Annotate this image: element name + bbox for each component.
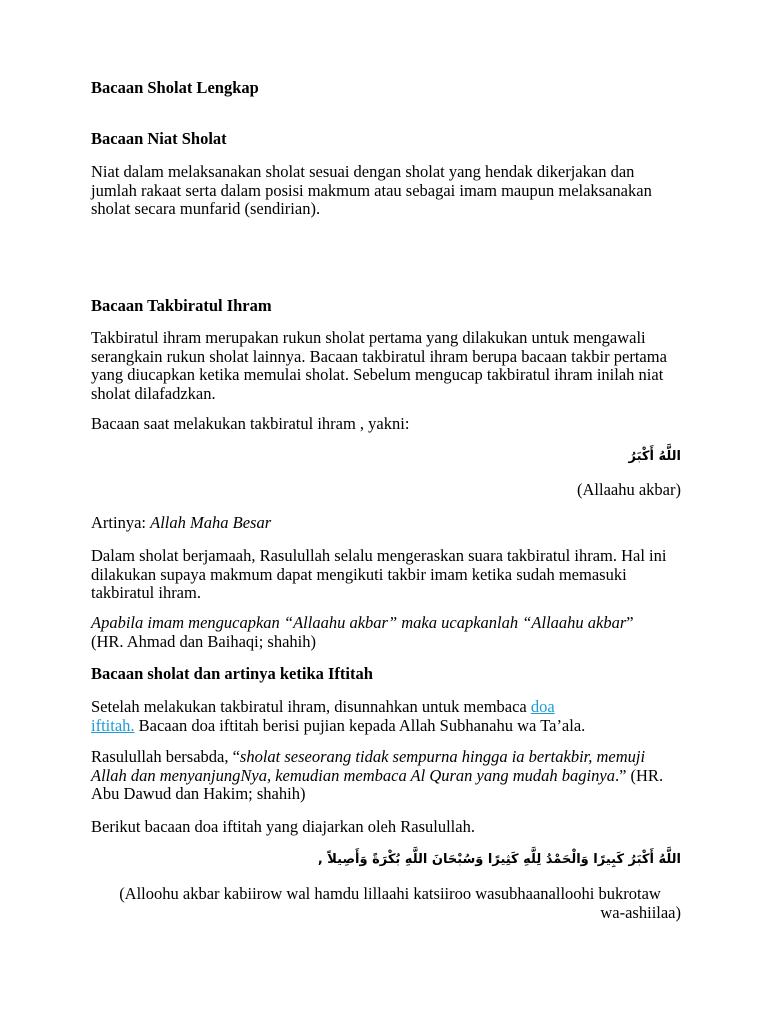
paragraph-taught: Berikut bacaan doa iftitah yang diajarkan oleh Rasulullah. bbox=[91, 817, 475, 836]
arabic-iftitah: اللَّهُ أَكْبَرُ كَبِيرًا وَالْحَمْدُ لِلَّهِ كَثِيرًا وَسُبْحَانَ اللَّهِ بُكْرَةً وَأَصِيلاً , bbox=[317, 852, 681, 867]
paragraph-iftitah-intro bbox=[91, 698, 681, 735]
arabic-takbir: اللَّهُ أَكْبَرُ bbox=[628, 449, 681, 464]
quote-text: sholat seseorang tidak sempurna hingga ia bertakbir, memuji Allah dan menyanjungNya, kemudian membaca Al Quran yang mudah baginya bbox=[91, 747, 646, 785]
paragraph-takbiratul-intro: Bacaan saat melakukan takbiratul ihram , yakni: bbox=[91, 414, 410, 433]
iftitah-intro-before: Setelah melakukan takbiratul ihram, disunnahkan untuk membaca bbox=[91, 697, 531, 716]
paragraph-berjamaah: Dalam sholat berjamaah, Rasulullah selalu mengeraskan suara takbiratul ihram. Hal ini dilakukan supaya makmum dapat mengikuti takbir imam ketika sudah memasuki takbiratul ihram. bbox=[91, 546, 667, 602]
quote-close: .” (HR. Abu Dawud dan Hakim; shahih) bbox=[91, 765, 664, 803]
latin-iftitah-line1: (Alloohu akbar kabiirow wal hamdu lillaahi katsiiroo wasubhaanalloohi bukrotaw bbox=[119, 884, 661, 903]
doa-link-part1[interactable]: doa bbox=[530, 697, 555, 716]
heading-iftitah: Bacaan sholat dan artinya ketika Iftitah bbox=[91, 664, 373, 683]
latin-iftitah bbox=[91, 885, 681, 922]
paragraph-niat: Niat dalam melaksanakan sholat sesuai dengan sholat yang hendak dikerjakan dan jumlah rakaat serta dalam posisi makmum atau sebagai imam maupun melaksanakan sholat secara munfarid (sendirian). bbox=[91, 162, 652, 218]
latin-takbir: (Allaahu akbar) bbox=[577, 480, 681, 499]
iftitah-intro-after: Bacaan doa iftitah berisi pujian kepada Allah Subhanahu wa Ta’ala. bbox=[134, 715, 586, 735]
heading-takbiratul-ihram: Bacaan Takbiratul Ihram bbox=[91, 296, 272, 315]
quote-lead: Rasulullah bersabda, “ bbox=[91, 747, 240, 766]
artinya-meaning: Allah Maha Besar bbox=[150, 513, 272, 532]
paragraph-rasulullah-quote bbox=[91, 748, 681, 804]
latin-iftitah-line2: wa-ashiilaa) bbox=[600, 902, 681, 922]
heading-niat-sholat: Bacaan Niat Sholat bbox=[91, 129, 227, 148]
hadith-quote-close: ” bbox=[626, 613, 634, 632]
hadith-takbir bbox=[91, 614, 681, 651]
paragraph-artinya bbox=[91, 514, 681, 533]
paragraph-takbiratul: Takbiratul ihram merupakan rukun sholat pertama yang dilakukan untuk mengawali serangkain rukun sholat lainnya. Bacaan takbiratul ihram berupa bacaan takbir pertama yang diucapkan ketika memulai sholat. Sebelum mengucap takbiratul ihram inilah niat sholat dilafadzkan. bbox=[91, 328, 667, 403]
hadith-source: (HR. Ahmad dan Baihaqi; shahih) bbox=[91, 631, 317, 651]
artinya-label: Artinya: bbox=[91, 513, 151, 532]
hadith-quote: Apabila imam mengucapkan “Allaahu akbar” maka ucapkanlah “Allaahu akbar bbox=[91, 613, 627, 632]
doa-link-part2[interactable]: iftitah. bbox=[91, 715, 135, 735]
document-title: Bacaan Sholat Lengkap bbox=[91, 78, 259, 97]
